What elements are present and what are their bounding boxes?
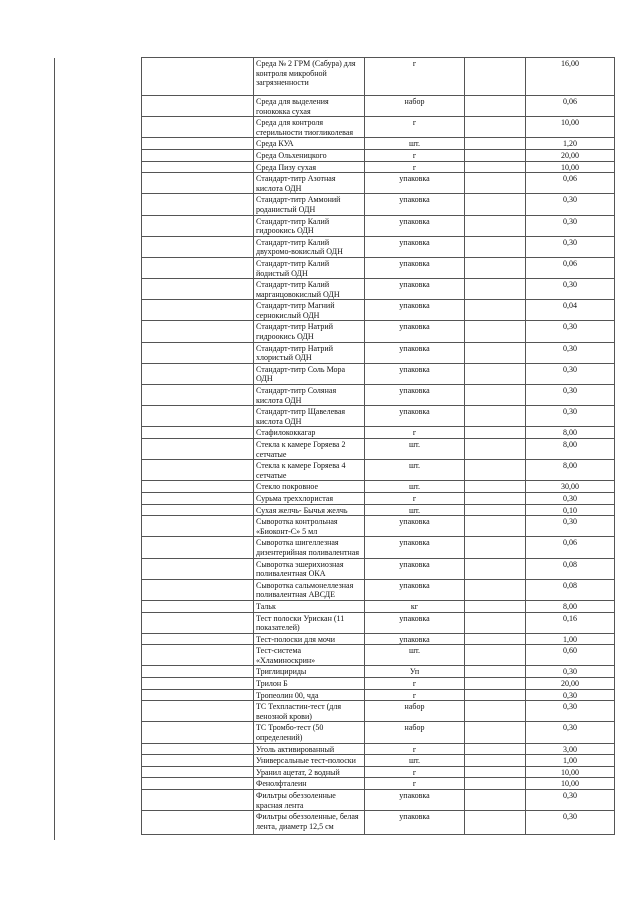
item-name: Фильтры обеззоленные, белая лента, диаметр 12,5 см: [254, 811, 365, 835]
item-quantity: 10,00: [526, 161, 615, 173]
item-quantity: 0,08: [526, 579, 615, 600]
item-unit: г: [365, 689, 465, 701]
item-unit: упаковка: [365, 790, 465, 811]
item-unit: г: [365, 778, 465, 790]
item-unit: упаковка: [365, 406, 465, 427]
page-margin-line: [54, 58, 55, 840]
row-blank-mid: [465, 689, 526, 701]
table-row: [142, 149, 615, 161]
item-unit: упаковка: [365, 342, 465, 363]
item-unit: упаковка: [365, 811, 465, 835]
row-blank-left: [142, 612, 254, 633]
item-quantity: 0,16: [526, 612, 615, 633]
item-quantity: 0,30: [526, 194, 615, 215]
item-name: Тест-система «Хламиноскрин»: [254, 645, 365, 666]
table-row: [142, 678, 615, 690]
row-blank-mid: [465, 492, 526, 504]
item-name: Сухая желчь- Бычья желчь: [254, 504, 365, 516]
table-row: [142, 96, 615, 117]
row-blank-mid: [465, 342, 526, 363]
row-blank-mid: [465, 460, 526, 481]
row-blank-left: [142, 173, 254, 194]
item-unit: г: [365, 427, 465, 439]
row-blank-mid: [465, 743, 526, 755]
item-unit: набор: [365, 722, 465, 743]
item-name: Стандарт-титр Соль Мора ОДН: [254, 363, 365, 384]
row-blank-left: [142, 778, 254, 790]
item-name: Уранил ацетат, 2 водный: [254, 766, 365, 778]
row-blank-left: [142, 96, 254, 117]
row-blank-left: [142, 811, 254, 835]
item-name: Среда для контроля стерильности тиогликолевая: [254, 117, 365, 138]
row-blank-left: [142, 701, 254, 722]
item-unit: набор: [365, 96, 465, 117]
row-blank-left: [142, 722, 254, 743]
item-unit: г: [365, 678, 465, 690]
item-unit: упаковка: [365, 257, 465, 278]
item-name: Стафилококкагар: [254, 427, 365, 439]
row-blank-mid: [465, 666, 526, 678]
row-blank-mid: [465, 645, 526, 666]
table-row: [142, 363, 615, 384]
table-row: [142, 766, 615, 778]
row-blank-mid: [465, 161, 526, 173]
item-unit: упаковка: [365, 612, 465, 633]
row-blank-left: [142, 215, 254, 236]
row-blank-left: [142, 481, 254, 493]
item-name: ТС Техпластин-тест (для венозной крови): [254, 701, 365, 722]
row-blank-mid: [465, 722, 526, 743]
row-blank-mid: [465, 300, 526, 321]
table-row: [142, 778, 615, 790]
item-quantity: 0,30: [526, 215, 615, 236]
table-row: [142, 406, 615, 427]
row-blank-mid: [465, 385, 526, 406]
item-name: Среда Ольхеницкого: [254, 149, 365, 161]
table-row: [142, 537, 615, 558]
item-quantity: 0,30: [526, 790, 615, 811]
row-blank-mid: [465, 236, 526, 257]
table-row: [142, 755, 615, 767]
row-blank-mid: [465, 427, 526, 439]
row-blank-mid: [465, 215, 526, 236]
item-unit: г: [365, 766, 465, 778]
item-unit: упаковка: [365, 173, 465, 194]
item-name: Стандарт-титр Соляная кислота ОДН: [254, 385, 365, 406]
item-unit: г: [365, 58, 465, 96]
row-blank-left: [142, 236, 254, 257]
item-quantity: 0,30: [526, 722, 615, 743]
row-blank-left: [142, 58, 254, 96]
row-blank-mid: [465, 257, 526, 278]
item-unit: кг: [365, 600, 465, 612]
row-blank-mid: [465, 678, 526, 690]
item-name: Среда КУА: [254, 138, 365, 150]
table-row: [142, 579, 615, 600]
table-row: [142, 701, 615, 722]
table-row: [142, 342, 615, 363]
item-name: Сыворотка сальмонеллезная поливалентная АВСДЕ: [254, 579, 365, 600]
item-quantity: 0,04: [526, 300, 615, 321]
item-unit: шт.: [365, 439, 465, 460]
row-blank-left: [142, 579, 254, 600]
row-blank-left: [142, 117, 254, 138]
table-row: [142, 612, 615, 633]
item-unit: шт.: [365, 645, 465, 666]
item-quantity: 0,60: [526, 645, 615, 666]
item-quantity: 0,10: [526, 504, 615, 516]
item-name: Среда Пизу сухая: [254, 161, 365, 173]
row-blank-left: [142, 460, 254, 481]
item-name: Уголь активированный: [254, 743, 365, 755]
row-blank-left: [142, 645, 254, 666]
table-row: [142, 385, 615, 406]
item-name: Стекла к камере Горяева 4 сетчатые: [254, 460, 365, 481]
item-name: Стандарт-титр Калий двухромо-вокислый ОДН: [254, 236, 365, 257]
row-blank-mid: [465, 279, 526, 300]
item-quantity: 0,30: [526, 279, 615, 300]
item-name: Стандарт-титр Калий марганцовокислый ОДН: [254, 279, 365, 300]
item-name: Стандарт-титр Магний сернокислый ОДН: [254, 300, 365, 321]
row-blank-left: [142, 138, 254, 150]
item-name: Тропеолин 00, чда: [254, 689, 365, 701]
item-unit: Уп: [365, 666, 465, 678]
item-unit: г: [365, 743, 465, 755]
table-row: [142, 215, 615, 236]
row-blank-left: [142, 194, 254, 215]
item-name: Стандарт-титр Калий гидроокись ОДН: [254, 215, 365, 236]
table-row: [142, 481, 615, 493]
row-blank-mid: [465, 481, 526, 493]
item-quantity: 0,06: [526, 257, 615, 278]
table-row: [142, 321, 615, 342]
item-quantity: 30,00: [526, 481, 615, 493]
item-name: Тальк: [254, 600, 365, 612]
table-row: [142, 257, 615, 278]
item-name: Триглицириды: [254, 666, 365, 678]
item-unit: упаковка: [365, 537, 465, 558]
table-row: [142, 427, 615, 439]
row-blank-left: [142, 161, 254, 173]
row-blank-mid: [465, 149, 526, 161]
row-blank-left: [142, 492, 254, 504]
table-row: [142, 161, 615, 173]
item-quantity: 0,30: [526, 516, 615, 537]
table-row: [142, 439, 615, 460]
item-unit: шт.: [365, 481, 465, 493]
table-row: [142, 516, 615, 537]
item-unit: упаковка: [365, 215, 465, 236]
item-unit: упаковка: [365, 321, 465, 342]
table-row: [142, 460, 615, 481]
table-row: [142, 558, 615, 579]
item-quantity: 0,30: [526, 385, 615, 406]
item-unit: упаковка: [365, 385, 465, 406]
item-unit: шт.: [365, 460, 465, 481]
item-quantity: 0,30: [526, 492, 615, 504]
item-name: Фенолфталеин: [254, 778, 365, 790]
item-unit: шт.: [365, 755, 465, 767]
row-blank-mid: [465, 96, 526, 117]
row-blank-mid: [465, 406, 526, 427]
item-name: Стандарт-титр Азотная кислота ОДН: [254, 173, 365, 194]
item-unit: набор: [365, 701, 465, 722]
table-row: [142, 811, 615, 835]
row-blank-mid: [465, 58, 526, 96]
row-blank-mid: [465, 117, 526, 138]
table-row: [142, 504, 615, 516]
item-quantity: 0,30: [526, 406, 615, 427]
item-name: Стандарт-титр Калий йодистый ОДН: [254, 257, 365, 278]
item-quantity: 1,00: [526, 755, 615, 767]
row-blank-mid: [465, 778, 526, 790]
item-quantity: 16,00: [526, 58, 615, 96]
row-blank-left: [142, 439, 254, 460]
table-row: [142, 58, 615, 96]
table-row: [142, 138, 615, 150]
item-unit: г: [365, 161, 465, 173]
item-quantity: 8,00: [526, 439, 615, 460]
item-name: Тест-полоски для мочи: [254, 633, 365, 645]
item-name: Тест полоски Урискан (11 показателей): [254, 612, 365, 633]
row-blank-left: [142, 537, 254, 558]
item-quantity: 8,00: [526, 600, 615, 612]
row-blank-mid: [465, 612, 526, 633]
table-row: [142, 666, 615, 678]
item-quantity: 0,08: [526, 558, 615, 579]
item-quantity: 10,00: [526, 117, 615, 138]
row-blank-left: [142, 633, 254, 645]
item-unit: г: [365, 117, 465, 138]
item-quantity: 0,06: [526, 537, 615, 558]
item-quantity: 8,00: [526, 460, 615, 481]
item-name: Стекло покровное: [254, 481, 365, 493]
item-quantity: 0,30: [526, 701, 615, 722]
table-row: [142, 633, 615, 645]
item-quantity: 1,00: [526, 633, 615, 645]
row-blank-left: [142, 516, 254, 537]
item-unit: упаковка: [365, 194, 465, 215]
item-quantity: 0,30: [526, 689, 615, 701]
item-name: Сыворотка шигеллезная дизентерийная поливалентная: [254, 537, 365, 558]
item-unit: шт.: [365, 138, 465, 150]
table-row: [142, 300, 615, 321]
row-blank-left: [142, 406, 254, 427]
item-unit: упаковка: [365, 558, 465, 579]
item-unit: г: [365, 149, 465, 161]
row-blank-mid: [465, 194, 526, 215]
item-quantity: 8,00: [526, 427, 615, 439]
item-quantity: 20,00: [526, 678, 615, 690]
item-unit: г: [365, 492, 465, 504]
item-unit: упаковка: [365, 579, 465, 600]
row-blank-mid: [465, 579, 526, 600]
item-unit: упаковка: [365, 633, 465, 645]
row-blank-left: [142, 689, 254, 701]
item-quantity: 10,00: [526, 778, 615, 790]
table-row: [142, 722, 615, 743]
row-blank-mid: [465, 363, 526, 384]
row-blank-mid: [465, 138, 526, 150]
item-name: Универсальные тест-полоски: [254, 755, 365, 767]
item-quantity: 0,30: [526, 811, 615, 835]
item-quantity: 0,30: [526, 666, 615, 678]
item-unit: упаковка: [365, 279, 465, 300]
item-unit: шт.: [365, 504, 465, 516]
item-quantity: 20,00: [526, 149, 615, 161]
row-blank-left: [142, 790, 254, 811]
row-blank-left: [142, 504, 254, 516]
row-blank-mid: [465, 558, 526, 579]
item-name: Стандарт-титр Щавелевая кислота ОДН: [254, 406, 365, 427]
row-blank-mid: [465, 766, 526, 778]
row-blank-left: [142, 558, 254, 579]
table-row: [142, 790, 615, 811]
item-quantity: 0,30: [526, 363, 615, 384]
item-quantity: 0,06: [526, 173, 615, 194]
item-name: Стандарт-титр Натрий гидроокись ОДН: [254, 321, 365, 342]
item-name: Стекла к камере Горяева 2 сетчатые: [254, 439, 365, 460]
item-name: Фильтры обеззоленные красная лента: [254, 790, 365, 811]
item-name: ТС Тромбо-тест (50 определений): [254, 722, 365, 743]
row-blank-mid: [465, 701, 526, 722]
item-name: Среда для выделения гонококка сухая: [254, 96, 365, 117]
item-quantity: 3,00: [526, 743, 615, 755]
item-name: Сыворотка контрольная «Биоконт-С» 5 мл: [254, 516, 365, 537]
row-blank-left: [142, 743, 254, 755]
item-quantity: 10,00: [526, 766, 615, 778]
row-blank-mid: [465, 811, 526, 835]
item-quantity: 0,30: [526, 342, 615, 363]
item-unit: упаковка: [365, 236, 465, 257]
row-blank-left: [142, 300, 254, 321]
row-blank-mid: [465, 755, 526, 767]
item-name: Стандарт-титр Аммоний роданистый ОДН: [254, 194, 365, 215]
item-name: Среда № 2 ГРМ (Сабура) для контроля микробной загрязненности: [254, 58, 365, 96]
item-name: Сыворотка эшерихиозная поливалентная ОКА: [254, 558, 365, 579]
table-row: [142, 600, 615, 612]
item-quantity: 0,30: [526, 236, 615, 257]
table-row: [142, 492, 615, 504]
table-row: [142, 743, 615, 755]
row-blank-mid: [465, 504, 526, 516]
row-blank-left: [142, 766, 254, 778]
row-blank-mid: [465, 321, 526, 342]
row-blank-mid: [465, 439, 526, 460]
row-blank-left: [142, 427, 254, 439]
table-row: [142, 236, 615, 257]
item-unit: упаковка: [365, 516, 465, 537]
table-row: [142, 194, 615, 215]
row-blank-left: [142, 755, 254, 767]
item-quantity: 0,06: [526, 96, 615, 117]
table-row: [142, 117, 615, 138]
row-blank-left: [142, 279, 254, 300]
row-blank-mid: [465, 173, 526, 194]
table-row: [142, 173, 615, 194]
row-blank-left: [142, 257, 254, 278]
row-blank-left: [142, 600, 254, 612]
row-blank-mid: [465, 790, 526, 811]
item-name: Трилон Б: [254, 678, 365, 690]
row-blank-mid: [465, 516, 526, 537]
row-blank-left: [142, 321, 254, 342]
table-row: [142, 279, 615, 300]
item-unit: упаковка: [365, 300, 465, 321]
row-blank-mid: [465, 537, 526, 558]
row-blank-left: [142, 666, 254, 678]
table-row: [142, 645, 615, 666]
item-unit: упаковка: [365, 363, 465, 384]
item-name: Стандарт-титр Натрий хлористый ОДН: [254, 342, 365, 363]
row-blank-left: [142, 385, 254, 406]
row-blank-left: [142, 363, 254, 384]
row-blank-left: [142, 678, 254, 690]
row-blank-mid: [465, 600, 526, 612]
row-blank-left: [142, 342, 254, 363]
item-quantity: 0,30: [526, 321, 615, 342]
item-name: Сурьма треххлористая: [254, 492, 365, 504]
supplies-table-body: [142, 58, 615, 835]
supplies-table: [141, 57, 615, 835]
item-quantity: 1,20: [526, 138, 615, 150]
row-blank-mid: [465, 633, 526, 645]
row-blank-left: [142, 149, 254, 161]
table-row: [142, 689, 615, 701]
